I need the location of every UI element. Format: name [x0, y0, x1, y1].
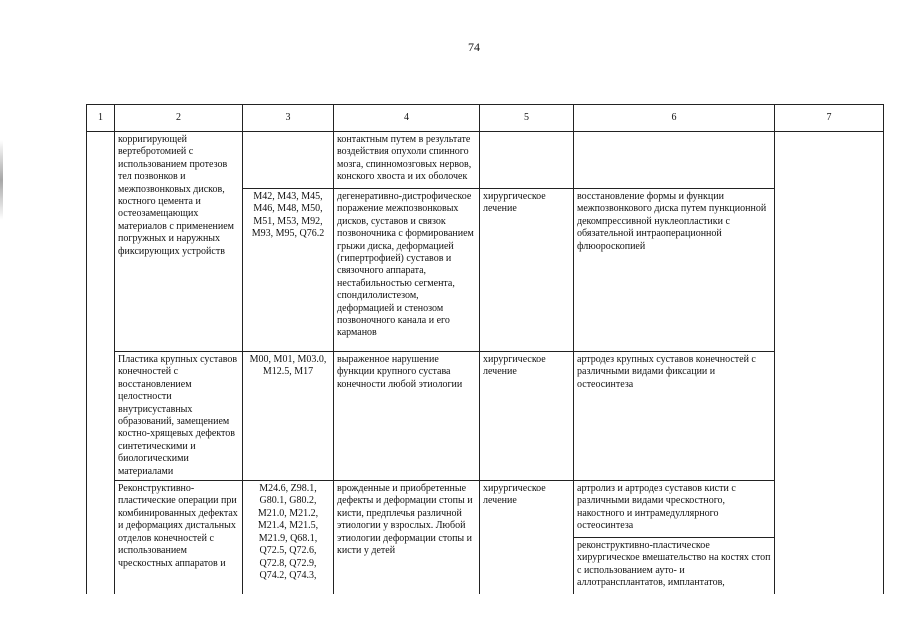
header-col-1: 1 [87, 105, 115, 132]
treatment-cell-empty [480, 132, 574, 189]
header-col-7: 7 [775, 105, 884, 132]
page-number: 74 [468, 40, 480, 54]
procedure-name-cell: Реконструктивно-пластические операции при комбинированных дефектах и деформациях дистальных отделов конечностей с использованием чрескостных аппаратов и [115, 481, 243, 595]
header-col-4: 4 [334, 105, 480, 132]
codes-cell: M00, M01, M03.0, M12.5, M17 [243, 352, 334, 481]
condition-cell: дегенеративно-дистрофическое поражение межпозвонковых дисков, суставов и связок позвоночника с формированием грыжи диска, деформацией (гипертрофией) суставов и связочного аппарата, нестабильностью сегмента, спондилолистезом, деформацией и стенозом позвоночного канала и его карманов [334, 189, 480, 352]
treatment-cell: хирургическое лечение [480, 481, 574, 595]
header-col-5: 5 [480, 105, 574, 132]
col1-cell [87, 132, 115, 595]
treatment-cell: хирургическое лечение [480, 189, 574, 352]
procedure-name-cell: Пластика крупных суставов конечностей с восстановлением целостности внутрисуставных образований, замещением костно-хрящевых дефектов синтетическими и биологическими материалами [115, 352, 243, 481]
codes-cell-empty [243, 132, 334, 189]
condition-cell: контактным путем в результате воздействия опухоли спинного мозга, спинномозговых нервов, конского хвоста и их оболочек [334, 132, 480, 189]
condition-cell: выраженное нарушение функции крупного сустава конечности любой этиологии [334, 352, 480, 481]
scan-edge-shadow [0, 140, 3, 220]
method-detail-cell: реконструктивно-пластическое хирургическое вмешательство на костях стоп с использованием ауто- и аллотрансплантатов, имплантатов, [574, 538, 775, 595]
method-detail-cell: артролиз и артродез суставов кисти с различными видами чрескостного, накостного и интрамедуллярного остеосинтеза [574, 481, 775, 538]
table-row [87, 481, 884, 538]
table-row [87, 132, 884, 189]
header-col-3: 3 [243, 105, 334, 132]
header-col-6: 6 [574, 105, 775, 132]
method-detail-cell: восстановление формы и функции межпозвонкового диска путем пункционной декомпрессивной нуклеопластики с обязательной интраоперационной флюороскопией [574, 189, 775, 352]
codes-cell: M24.6, Z98.1, G80.1, G80.2, M21.0, M21.2, M21.4, M21.5, M21.9, Q68.1, Q72.5, Q72.6, Q72.8, Q72.9, Q74.2, Q74.3, [243, 481, 334, 595]
table-row [87, 352, 884, 481]
codes-cell: M42, M43, M45, M46, M48, M50, M51, M53, M92, M93, M95, Q76.2 [243, 189, 334, 352]
header-col-2: 2 [115, 105, 243, 132]
col7-cell [775, 132, 884, 595]
treatment-cell: хирургическое лечение [480, 352, 574, 481]
procedures-table [86, 104, 884, 594]
method-detail-cell: артродез крупных суставов конечностей с различными видами фиксации и остеосинтеза [574, 352, 775, 481]
condition-cell: врожденные и приобретенные дефекты и деформации стопы и кисти, предплечья различной этиологии у взрослых. Любой этиологии деформации стопы и кисти у детей [334, 481, 480, 595]
method-detail-cell-empty [574, 132, 775, 189]
method-cell: корригирующей вертебротомией с использованием протезов тел позвонков и межпозвонковых дисков, костного цемента и остеозамещающих материалов с применением погружных и наружных фиксирующих устройств [115, 132, 243, 352]
header-row [87, 105, 884, 132]
